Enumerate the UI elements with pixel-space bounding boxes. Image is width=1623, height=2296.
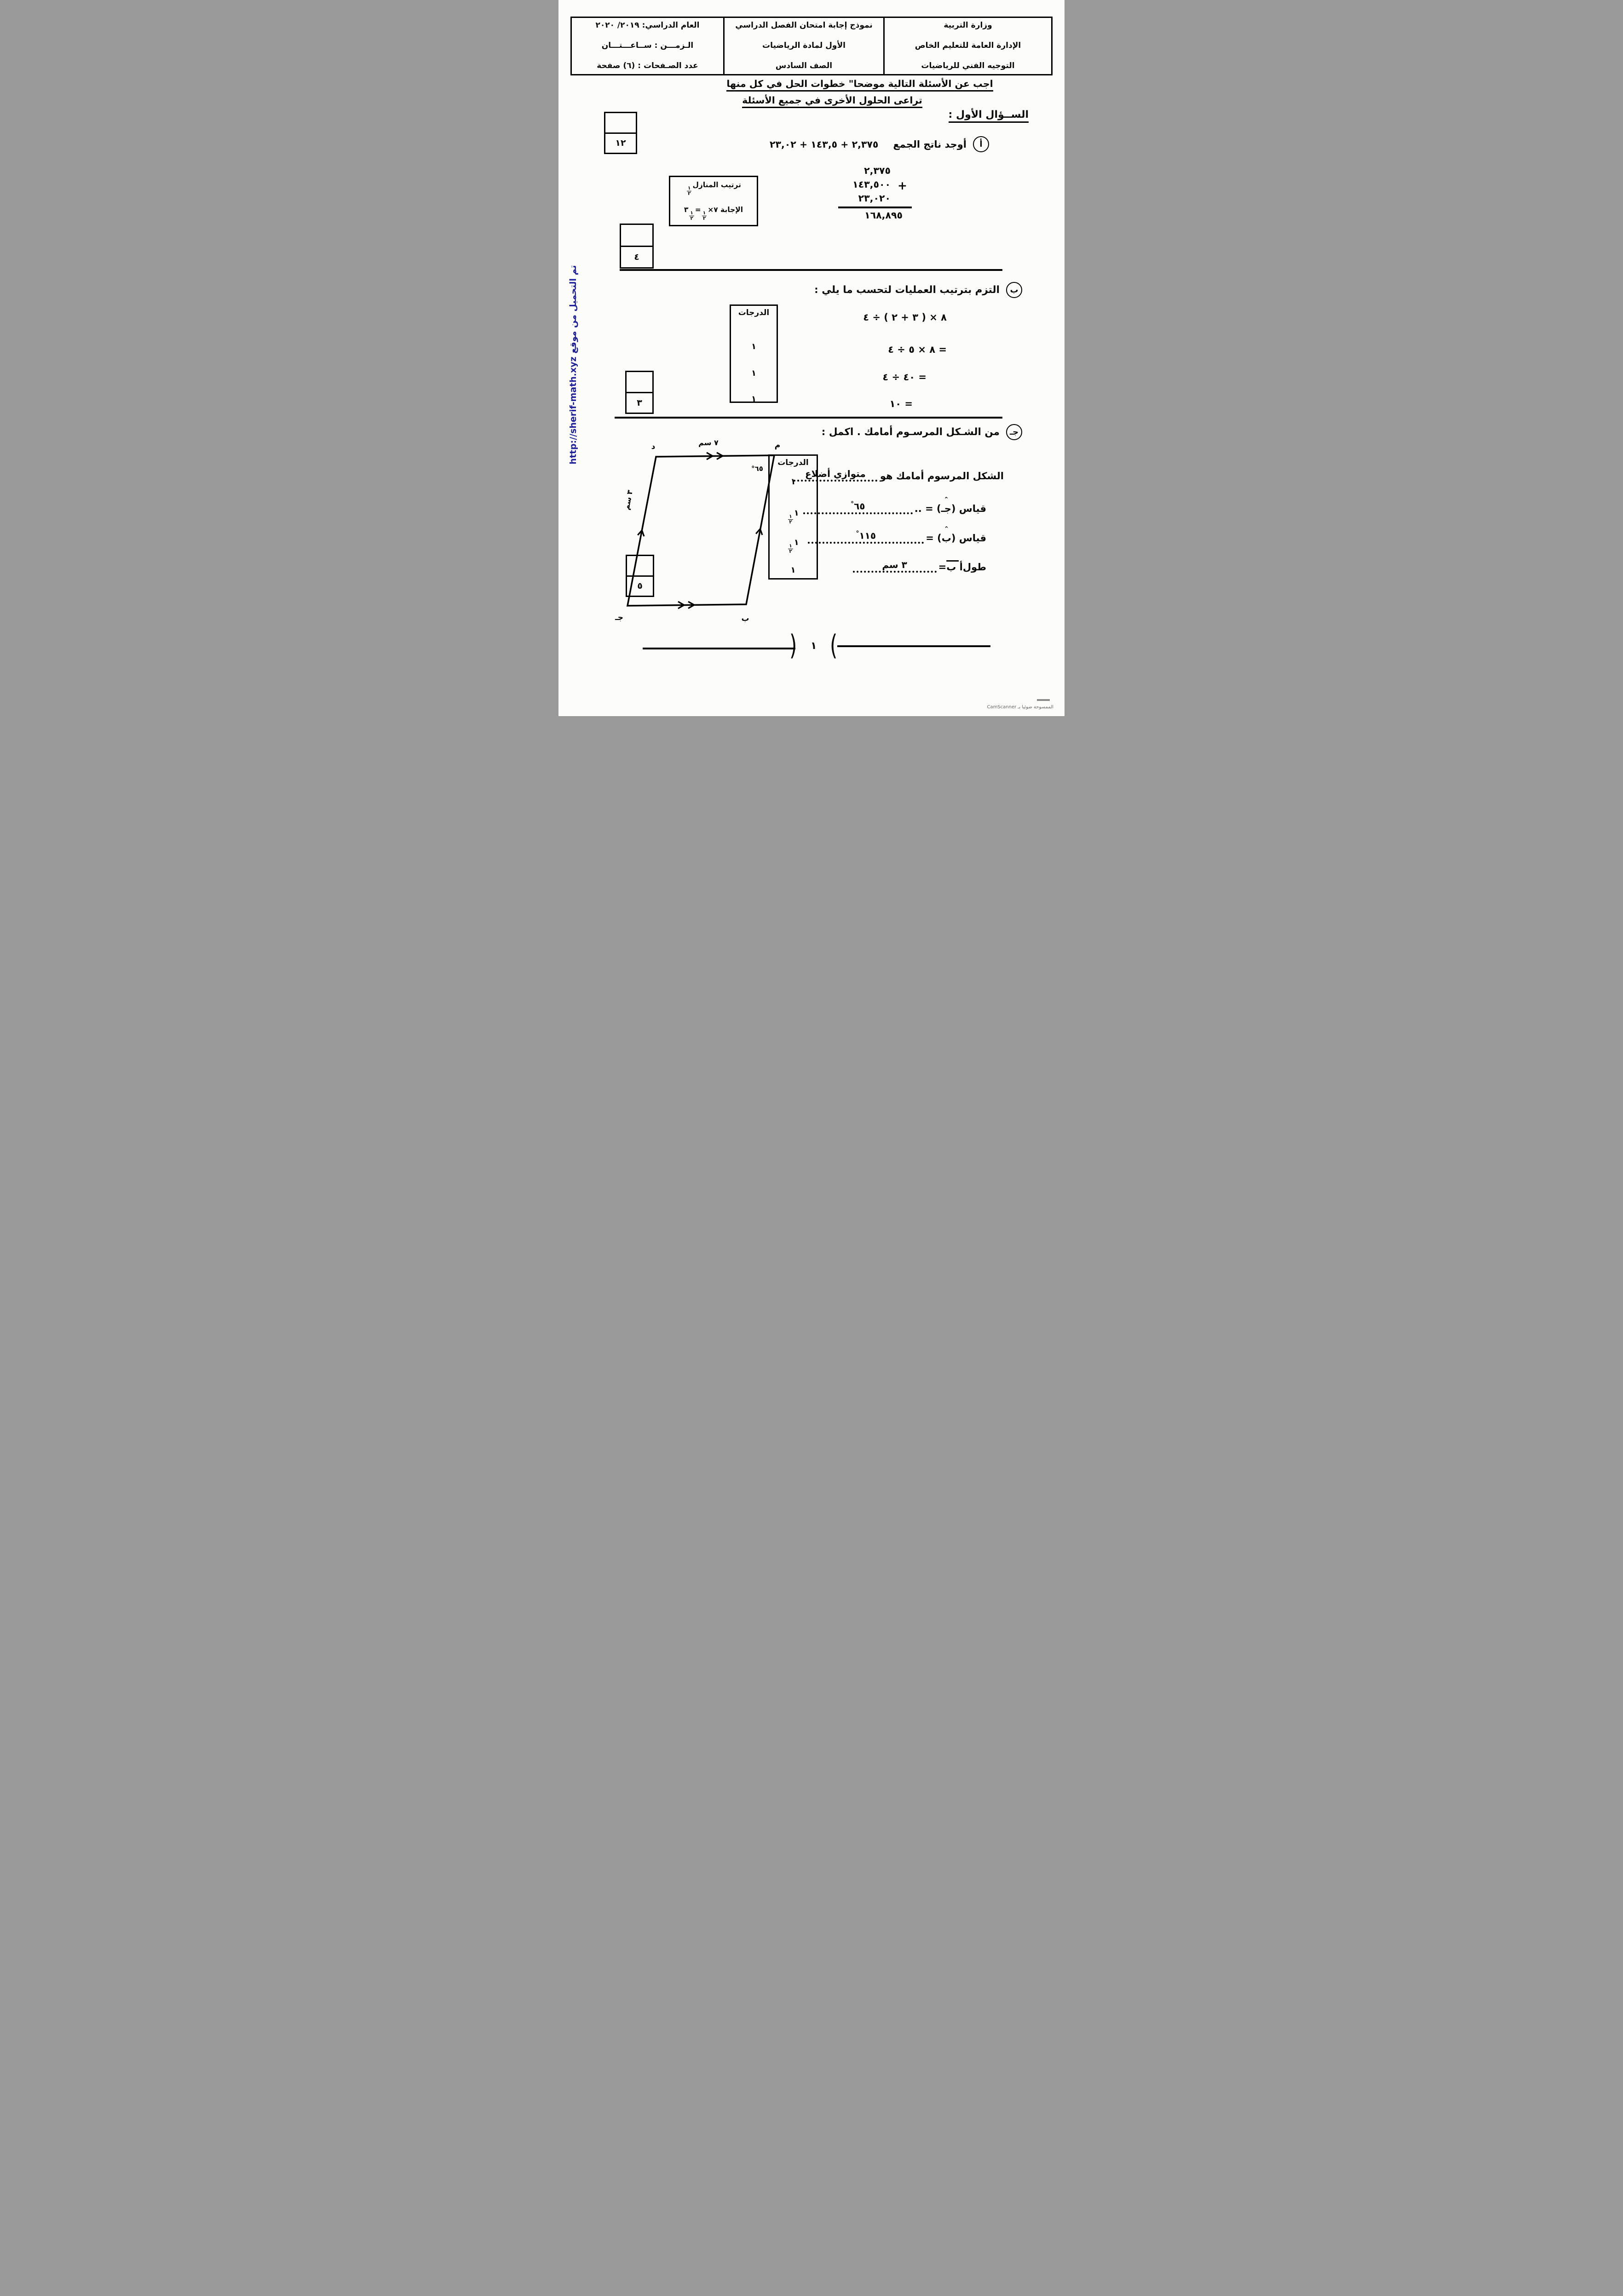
- footer-bracket-close: ): [830, 628, 838, 662]
- score-box-value: ٣: [637, 397, 642, 408]
- score-box-empty-cell: [627, 372, 652, 393]
- part-c-marker: جـ: [1006, 424, 1022, 440]
- page-number: ١: [811, 640, 817, 652]
- half-fraction: $\frac{١}{٢}$: [690, 210, 693, 221]
- vertex-label-j: جـ: [615, 613, 624, 622]
- watermark-url: http://sherif-math.xyz: [568, 356, 578, 465]
- half-fraction: $\frac{١}{٢}$: [688, 185, 691, 197]
- marks-header: الدرجات: [738, 308, 770, 317]
- instruction-line-1: اجب عن الأسئلة التالية موضحا" خطوات الحل في كل منها: [692, 78, 1028, 89]
- mark-value: ١ $\frac{١}{٢}$: [789, 508, 799, 525]
- site-watermark: [568, 236, 578, 494]
- marking-note-box: [669, 176, 758, 226]
- exam-line: نموذج إجابة امتحان الفصل الدراسي: [735, 21, 873, 30]
- part-a-expression: ٢,٣٧٥ + ١٤٣,٥ + ٢٣,٠٢: [769, 138, 879, 150]
- left-side-length: ٣ سم: [622, 489, 635, 511]
- score-box-empty-cell: [621, 225, 652, 247]
- exam-line: الأول لمادة الرياضيات: [762, 41, 846, 51]
- answer-angle-j: °٦٥: [803, 500, 913, 514]
- note-line-1: ترتيب المنازل $\frac{١}{٢}$: [688, 181, 741, 197]
- score-box-part-a: [620, 224, 654, 269]
- scan-credit-mark: [1037, 699, 1050, 701]
- exam-duration: الـزمـــن : ســاعـــتـــان: [601, 41, 694, 51]
- footer-bracket-open: (: [789, 628, 797, 662]
- answer-line-shape: الشكل المرسوم أمامك هو متوازي أضلاع: [794, 468, 1004, 482]
- part-b-step-2: = ٤٠ ÷ ٤: [882, 372, 927, 383]
- half-fraction: $\frac{١}{٢}$: [789, 543, 792, 555]
- part-b-expression: ٨ × ( ٣ + ٢ ) ÷ ٤: [863, 312, 947, 323]
- score-box-question-total: [604, 112, 637, 154]
- angle-letter: ˆ جـ: [941, 503, 951, 514]
- score-box-value: ٥: [637, 581, 643, 591]
- vertex-label-m: م: [774, 441, 781, 450]
- part-b-step-3: = ١٠: [889, 398, 913, 409]
- instruction-line-2: تراعى الحلول الأخرى في جميع الأسئلة: [731, 95, 933, 106]
- exam-answer-sheet: [558, 0, 1065, 716]
- scan-credit-text: الممسوحة ضوئيا بـ CamScanner: [987, 705, 1053, 710]
- marks-header: الدرجات: [777, 458, 809, 467]
- part-b-marker: ب: [1006, 282, 1022, 298]
- mark-value: ١ $\frac{١}{٢}$: [789, 538, 799, 555]
- addend-2: ١٤٣,٥٠٠: [852, 179, 891, 190]
- angle-letter: ˆ ب: [942, 533, 951, 544]
- addition-rule: [838, 207, 912, 208]
- part-b-prompt: التزم بترتيب العمليات لتحسب ما يلي :: [814, 284, 1000, 296]
- top-side-length: ٧ سم: [698, 438, 719, 447]
- addend-3: ٢٣,٠٢٠: [858, 193, 891, 204]
- header-info-column: [572, 18, 725, 74]
- footer-line-left: [643, 648, 795, 649]
- addend-1: ٢,٣٧٥: [864, 165, 891, 176]
- section-divider: [615, 417, 1002, 419]
- part-a-marker: أ: [973, 136, 989, 152]
- school-year: العام الدراسي: ٢٠١٩‏/ ٢٠٢٠: [595, 21, 700, 30]
- half-fraction: $\frac{١}{٢}$: [789, 514, 792, 525]
- angle-label: °٦٥: [751, 465, 763, 473]
- mark-value: ١: [751, 342, 756, 351]
- answer-line-angle-b: قياس ( ˆ ب ) = °١١٥: [808, 530, 986, 544]
- mark-value: ١: [790, 565, 796, 575]
- part-c-prompt: من الشـكل المرسـوم أمامك . اكمل :: [821, 426, 1000, 438]
- header-exam-column: [725, 18, 885, 74]
- question-1-title: الســؤال الأول :: [949, 109, 1029, 121]
- score-box-value: ١٢: [615, 138, 626, 149]
- note-line-2: الإجابة ٧× $\frac{١}{٢}$ = $\frac{١}{٢}$ ٣: [684, 205, 743, 221]
- answer-line-length: طول أ ب = ٣ سم: [853, 559, 986, 573]
- part-a-prompt: أوجد ناتج الجمع: [893, 138, 967, 150]
- footer-line-right: [837, 645, 990, 647]
- header-table: [570, 17, 1053, 75]
- part-b-step-1: = ٨ × ٥ ÷ ٤: [888, 344, 947, 355]
- mark-value: ١: [751, 394, 756, 404]
- part-a-row: [770, 136, 989, 152]
- header-ministry-column: [885, 18, 1051, 74]
- score-box-part-b: [625, 371, 654, 414]
- plus-sign: +: [898, 179, 907, 192]
- mark-value: ١: [790, 477, 796, 487]
- answer-length: ٣ سم: [853, 559, 937, 573]
- segment-name: أ ب: [946, 562, 963, 573]
- half-fraction: $\frac{١}{٢}$: [702, 210, 706, 221]
- score-box-empty-cell: [627, 556, 653, 577]
- exam-line: الصف السادس: [775, 61, 833, 71]
- part-b-row: [814, 282, 1022, 298]
- vertex-label-d: د: [651, 442, 656, 451]
- part-c-row: [822, 424, 1022, 440]
- ministry-line: التوجيه الفني للرياضيات: [921, 61, 1015, 71]
- marks-box-part-b: [730, 304, 778, 403]
- watermark-arabic: تم التحميل من موقع: [568, 265, 578, 354]
- column-addition: [840, 164, 891, 205]
- mark-value: ١: [751, 368, 756, 378]
- score-box-value: ٤: [634, 252, 639, 262]
- score-box-empty-cell: [605, 113, 636, 134]
- section-divider: [620, 269, 1002, 271]
- page-count: عدد الصـفحات : (٦) صفحة: [597, 61, 698, 71]
- ministry-line: وزارة التربية: [944, 21, 992, 30]
- answer-angle-b: °١١٥: [808, 530, 924, 544]
- vertex-label-b: ب: [741, 614, 749, 623]
- score-box-part-c: [626, 555, 654, 597]
- addition-result: ١٦٨,٨٩٥: [864, 210, 903, 221]
- answer-shape-type: متوازي أضلاع: [794, 468, 877, 482]
- ministry-line: الإدارة العامة للتعليم الخاص: [915, 41, 1021, 51]
- answer-line-angle-j: قياس ( ˆ جـ ) = .. °٦٥: [803, 500, 986, 514]
